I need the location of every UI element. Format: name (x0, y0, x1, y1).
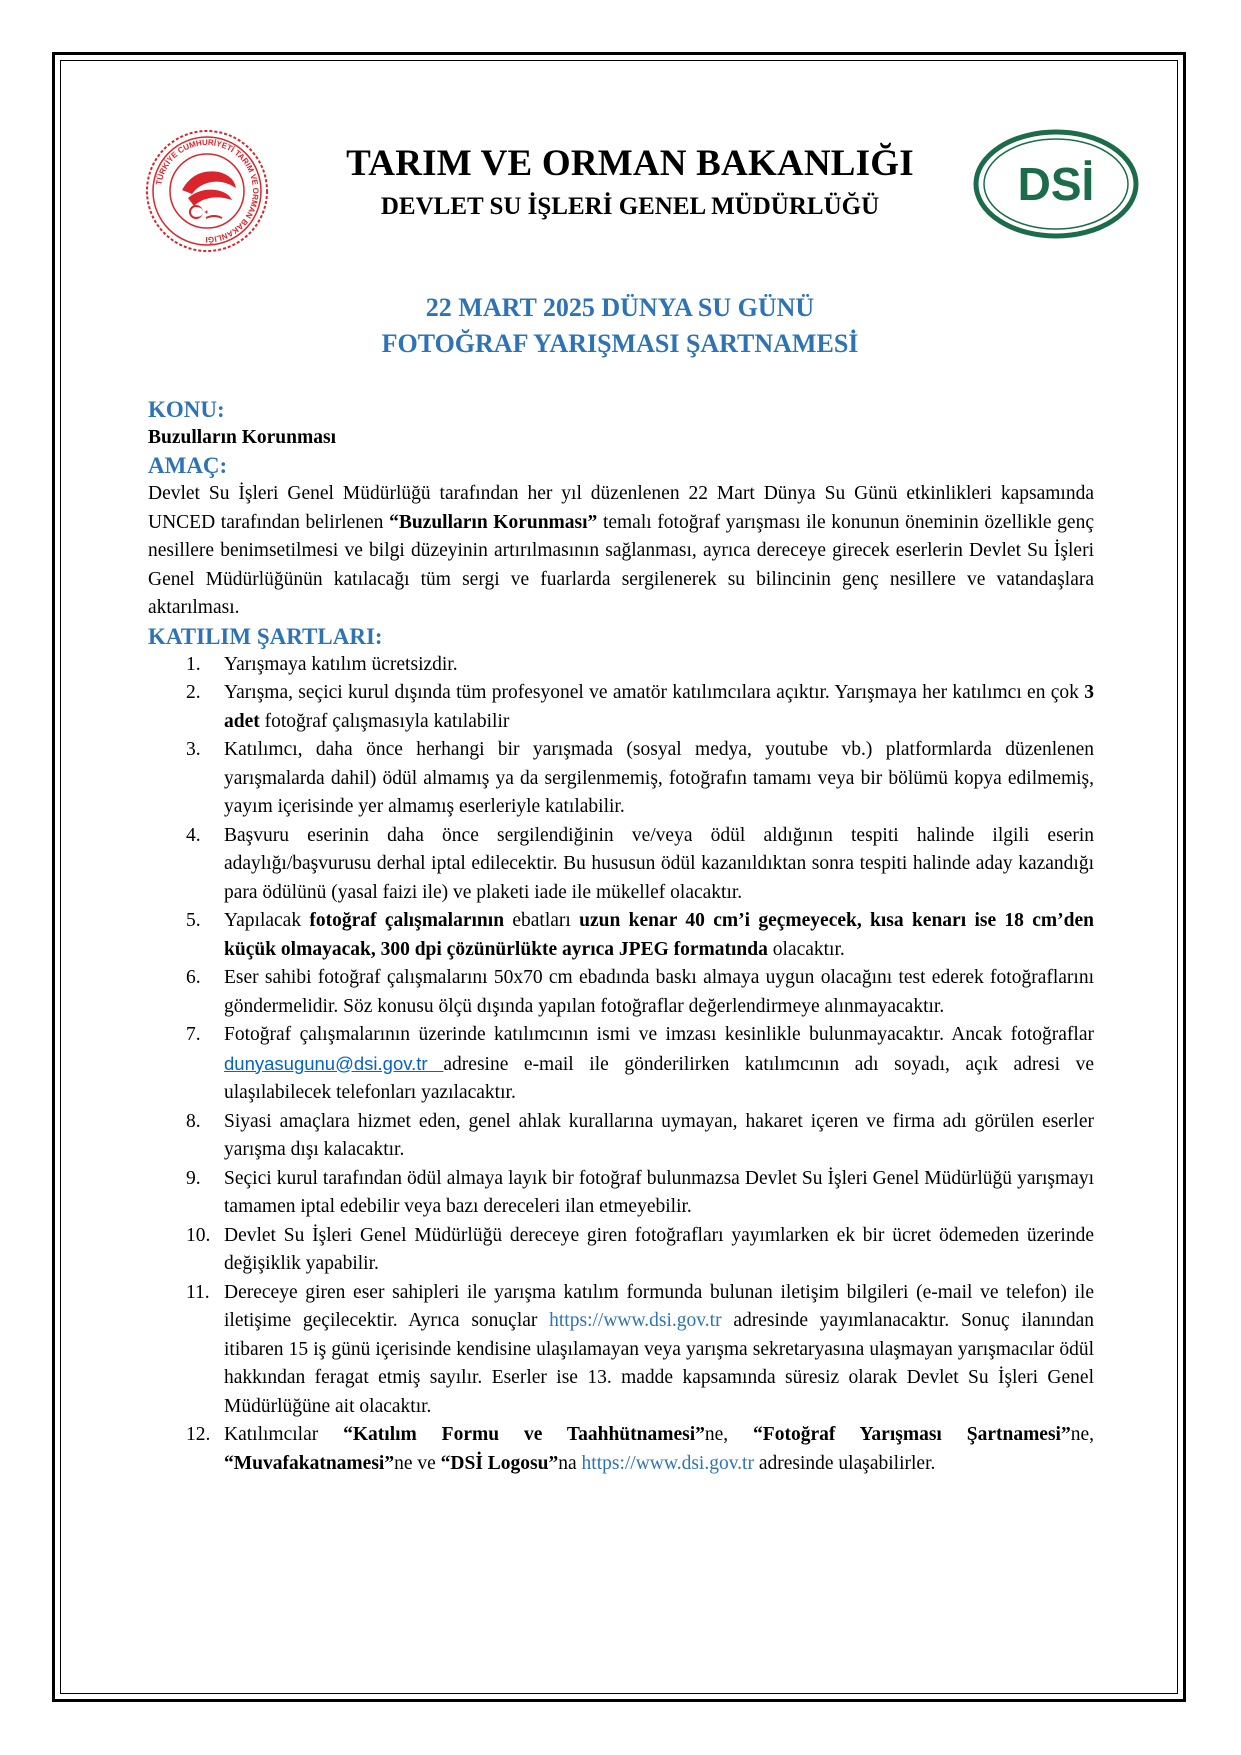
seal-text: TÜRKİYE CUMHURİYETİ TARIM VE ORMAN BAKANLIĞI (154, 137, 261, 245)
dsi-website-link[interactable]: https://www.dsi.gov.tr (549, 1310, 722, 1331)
rule-item: 11. Dereceye giren eser sahipleri ile yarışma katılım formunda bulunan iletişim bilgileri (e-mail ve telefon) ile iletişime geçilecektir. Ayrıca sonuçlar https://www.dsi.gov.tr adresinde yayımlanacaktır. Sonuç ilanından itibaren 15 iş günü içerisinde kendisine ulaşılamayan veya yarışma sekretaryasına ulaşmayan yarışmacılar ödül hakkından feragat etmiş sayılır. Eserler ise 13. madde kapsamında süresiz olarak Devlet Su İşleri Genel Müdürlüğüne ait olacaktır. (186, 1281, 1094, 1417)
rule-item: 12. Katılımcılar “Katılım Formu ve Taahhütnamesi”ne, “Fotoğraf Yarışması Şartnamesi”ne, “Muvafakatnamesi”ne ve “DSİ Logosu”na https://www.dsi.gov.tr adresinde ulaşabilirler. (186, 1424, 1095, 1474)
dsi-website-link[interactable]: https://www.dsi.gov.tr (581, 1452, 754, 1474)
rule-item: 2. Yarışma, seçici kurul dışında tüm profesyonel ve amatör katılımcılara açıktır. Yarışmaya her katılımcı en çok 3 adet fotoğraf çalışmasıyla katılabilir (186, 682, 1094, 732)
rule-item: 9. Seçici kurul tarafından ödül almaya layık bir fotoğraf bulunmazsa Devlet Su İşleri Genel Müdürlüğü yarışmayı tamamen iptal edebilir veya bazı dereceleri ilan etmeyebilir. (186, 1167, 1094, 1217)
konu-text: Buzulların Korunması (148, 427, 336, 448)
amac-heading: AMAÇ: (148, 453, 228, 478)
konu-heading: KONU: (148, 397, 225, 422)
ministry-seal-logo (144, 128, 270, 254)
letterhead (140, 120, 1140, 260)
document-title-line-1: 22 MART 2025 DÜNYA SU GÜNÜ (425, 293, 815, 322)
rule-item: 5. Yapılacak fotoğraf çalışmalarının ebatları uzun kenar 40 cm’i geçmeyecek, kısa kenarı ise 18 cm’den küçük olmayacak, 300 dpi çözünürlükte ayrıca JPEG formatında olacaktır. (186, 910, 1094, 960)
dsi-logo (972, 128, 1140, 240)
rules-list (148, 651, 1094, 1479)
directorate-name: DEVLET SU İŞLERİ GENEL MÜDÜRLÜĞÜ (380, 193, 880, 220)
rule-item: 4. Başvuru eserinin daha önce sergilendiğinin ve/veya ödül aldığının tespiti halinde ilgili eserin adaylığı/başvurusu derhal iptal edilecektir. Bu hususun ödül kazanıldıktan sonra tespiti halinde aday kazandığı para ödülünü (yasal faizi ile) ve plaketi iade ile mükellef olacaktır. (186, 824, 1094, 903)
document-body (148, 396, 1094, 1478)
ministry-name: TARIM VE ORMAN BAKANLIĞI (346, 143, 914, 184)
email-link[interactable]: dunyasugunu@dsi.gov.tr (224, 1052, 444, 1074)
dsi-logo-text: DSİ (1017, 158, 1095, 210)
rule-item: 8. Siyasi amaçlara hizmet eden, genel ahlak kurallarına uymayan, hakaret içeren ve firma adı görülen eserler yarışma dışı kalacaktır. (186, 1110, 1094, 1160)
amac-paragraph: Devlet Su İşleri Genel Müdürlüğü tarafından her yıl düzenlenen 22 Mart Dünya Su Günü etkinlikleri kapsamında UNCED tarafından belirlenen “Buzulların Korunması” temalı fotoğraf yarışması ile konunun öneminin özellikle genç nesillere benimsetilmesi ve bilgi düzeyinin artırılmasının sağlanması, ayrıca dereceye girecek eserlerin Devlet Su İşleri Genel Müdürlüğünün katılacağı tüm sergi ve fuarlarda sergilenerek su bilincinin genç nesillere ve vatandaşlara aktarılması. (148, 483, 1094, 618)
rule-item: 10. Devlet Su İşleri Genel Müdürlüğü dereceye giren fotoğrafları yayımlarken ek bir ücret ödemeden üzerinde değişiklik yapabilir. (186, 1224, 1094, 1274)
katilim-heading: KATILIM ŞARTLARI: (148, 623, 383, 649)
rule-item: 1. Yarışmaya katılım ücretsizdir. (186, 653, 458, 675)
document-title (140, 290, 1100, 362)
rule-item: 6. Eser sahibi fotoğraf çalışmalarını 50x70 cm ebadında baskı almaya uygun olacağını test ederek fotoğraflarını göndermelidir. Söz konusu ölçü dışında yapılan fotoğraflar değerlendirmeye alınmayacaktır. (186, 967, 1094, 1017)
rule-item: 7. Fotoğraf çalışmalarının üzerinde katılımcının ismi ve imzası kesinlikle bulunmayacaktır. Ancak fotoğraflar dunyasugunu@dsi.gov.tr adresine e-mail ile gönderilirken katılımcının adı soyadı, açık adresi ve ulaşılabilecek telefonları yazılacaktır. (186, 1024, 1094, 1103)
rule-item: 3. Katılımcı, daha önce herhangi bir yarışmada (sosyal medya, youtube vb.) platformlarda düzenlenen yarışmalarda dahil) ödül almamış ya da sergilenmemiş, fotoğrafın tamamı veya bir bölümü kopya edilmemiş, yayım içerisinde yer almamış eserleriyle katılabilir. (186, 739, 1094, 817)
document-title-line-2: FOTOĞRAF YARIŞMASI ŞARTNAMESİ (381, 329, 859, 358)
